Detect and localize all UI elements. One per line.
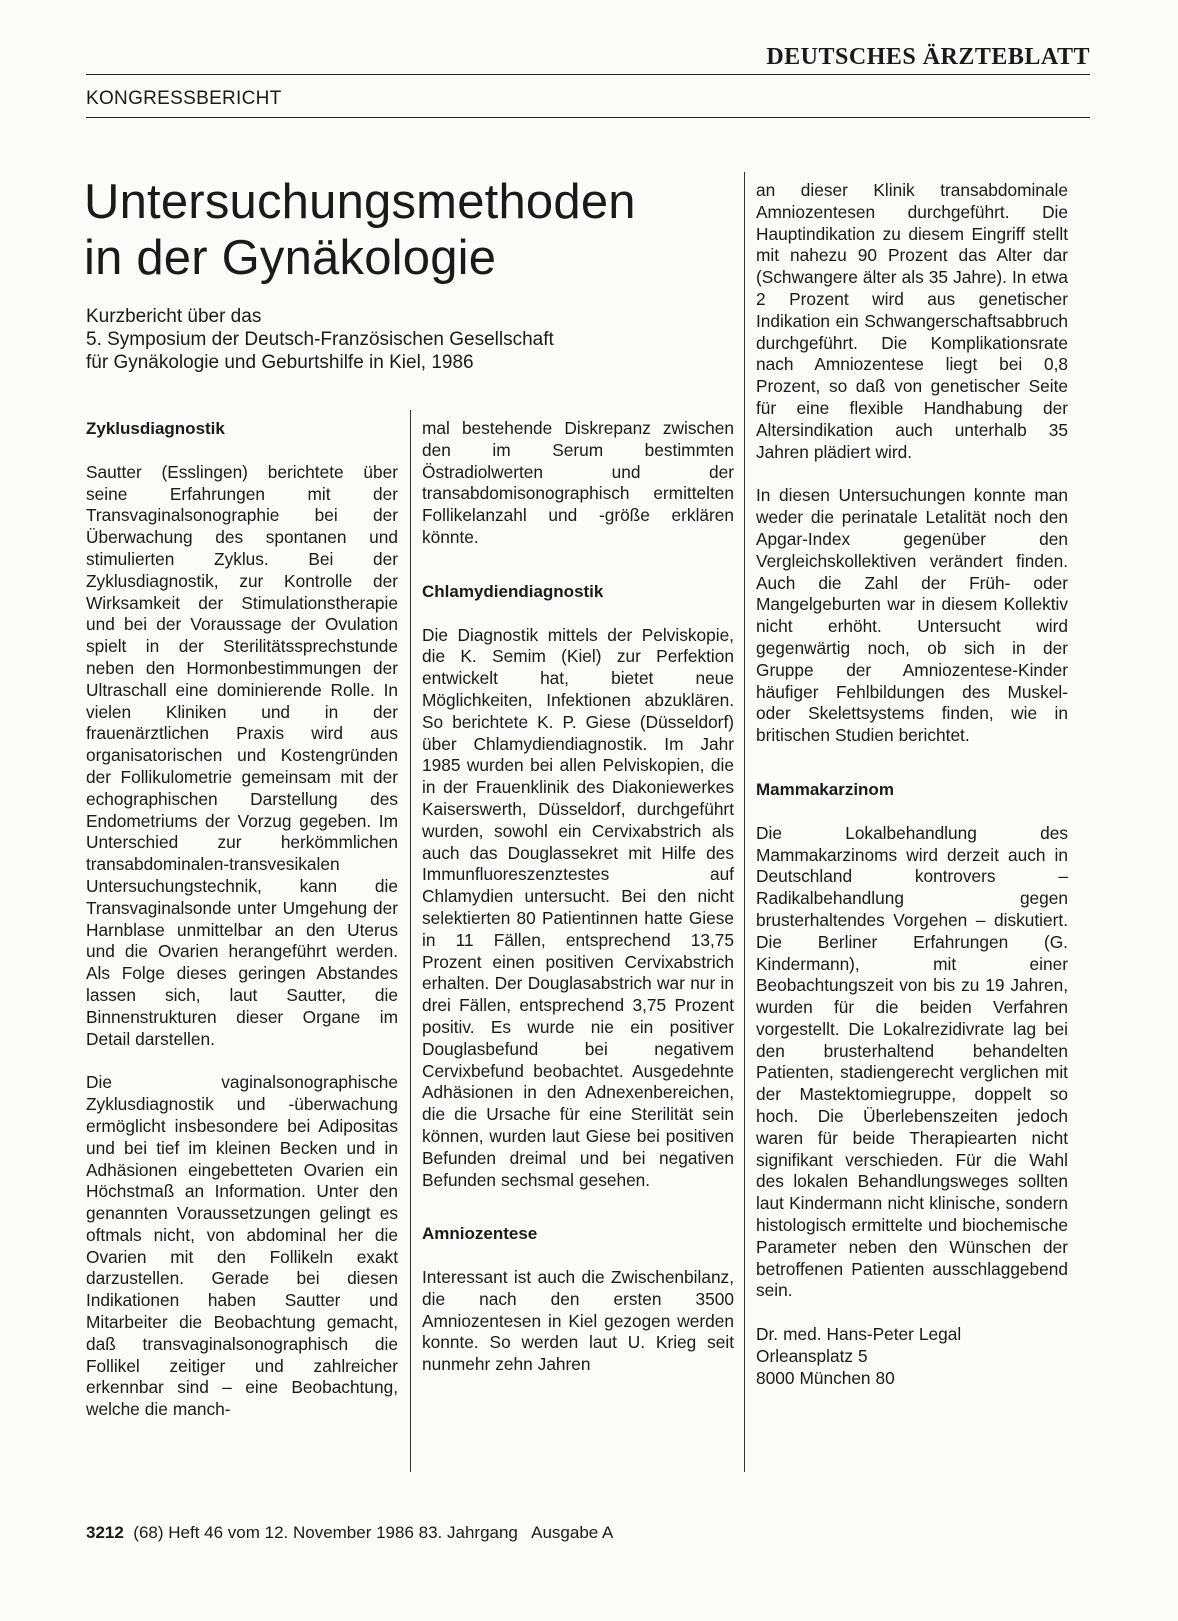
paragraph: Sautter (Esslingen) berichtete über seine Erfahrungen mit der Transvaginalsonographie bei der Überwachung des spontanen und stimulierten Zyklus. Bei der Zyklusdiagnostik, zur Kontrolle der Wirksamkeit der Stimulationstherapie und bei der Voraussage der Ovulation spielt in der Sterilitätssprechstunde neben den Hormonbestimmungen der Ultraschall eine dominierende Rolle. In vielen Kliniken und in der frauenärztlichen Praxis wird aus organisatorischen und Kostengründen der Follikulometrie gemeinsam mit der echographischen Darstellung des Endometriums der Vorzug gegeben. Im Unterschied zur herkömmlichen transabdominalen-transvesikalen Untersuchungstechnik, kann die Transvaginalsonde unter Umgehung der Harnblase unmittelbar an den Uterus und die Ovarien herangeführt werden. Als Folge dieses geringen Abstandes lassen sich, laut Sautter, die Binnenstrukturen dieser Organe im Detail darstellen. bbox=[86, 461, 398, 1049]
paragraph: Die Lokalbehandlung des Mammakarzinoms wird derzeit auch in Deutschland kontrovers – Radikalbehandlung gegen brusterhaltendes Vorgehen – diskutiert. Die Berliner Erfahrungen (G. Kindermann), mit einer Beobachtungszeit von bis zu 19 Jahren, wurden für die beiden Verfahren vorgestellt. Die Lokalrezidivrate lag bei den brusterhaltend behandelten Patienten, stadiengerecht verglichen mit der Mastektomiegruppe, doppelt so hoch. Die Überlebenszeiten jedoch waren für beide Therapiearten nicht signifikant verschieden. Für die Wahl des lokalen Behandlungsweges sollten laut Kindermann nicht klinische, sondern histologisch ermittelte und biochemische Parameter neben den Wünschen der betroffenen Patienten ausschlaggebend sein. bbox=[756, 822, 1068, 1301]
paragraph: Die vaginalsonographische Zyklusdiagnostik und -überwachung ermöglicht insbesondere bei Adipositas und bei tief im kleinen Becken und in Adhäsionen eingebetteten Ovarien ein Höchstmaß an Information. Unter den genannten Voraussetzungen gelingt es oftmals nicht, von abdominal her die Ovarien mit den Follikeln exakt darzustellen. Gerade bei diesen Indikationen haben Sautter und Mitarbeiter die Beobachtung gemacht, daß transvaginalsonographisch die Follikel zeitiger und zahlreicher erkennbar sind – eine Beobachtung, welche die manch- bbox=[86, 1072, 398, 1420]
section-heading-amniozentese: Amniozentese bbox=[422, 1224, 538, 1244]
edition-label: Ausgabe A bbox=[531, 1523, 614, 1542]
address-line: Orleansplatz 5 bbox=[756, 1346, 868, 1367]
issue-info: (68) Heft 46 vom 12. November 1986 83. Jahrgang bbox=[133, 1523, 518, 1542]
column-divider bbox=[744, 172, 745, 1472]
page-footer bbox=[86, 1523, 613, 1543]
paragraph: an dieser Klinik transabdominale Amniozentesen durchgeführt. Die Hauptindikation zu diesem Eingriff stellt mit nahezu 90 Prozent das Alter dar (Schwangere älter als 35 Jahre). In etwa 2 Prozent wird aus genetischer Indikation ein Schwangerschaftsabbruch durchgeführt. Die Komplikationsrate nach Amniozentese liegt bei 0,8 Prozent, so daß von genetischer Seite für eine flexible Handhabung der Altersindikation auch unterhalb 35 Jahren plädiert wird. bbox=[756, 180, 1068, 462]
masthead-rule bbox=[86, 74, 1090, 75]
section-label: KONGRESSBERICHT bbox=[86, 88, 282, 109]
paragraph: In diesen Untersuchungen konnte man weder die perinatale Letalität noch den Apgar-Index gegenüber den Vergleichskollektiven verändert finden. Auch die Zahl der Früh- oder Mangelgeburten war in diesem Kollektiv nicht erhöht. Untersucht wird gegenwärtig noch, ob sich in der Gruppe der Amniozentese-Kinder häufiger Fehlbildungen des Muskel- oder Skelettsystems finden, wie in britischen Studien berichtet. bbox=[756, 485, 1068, 746]
article-subtitle-line: für Gynäkologie und Geburtshilfe in Kiel, 1986 bbox=[86, 352, 474, 373]
text-column-middle bbox=[422, 418, 734, 1398]
section-heading-chlamydiendiagnostik: Chlamydiendiagnostik bbox=[422, 581, 604, 601]
article-subtitle bbox=[86, 305, 736, 374]
paragraph: mal bestehende Diskrepanz zwischen den im Serum bestimmten Östradiolwerten und der transabdomisonographisch ermittelten Follikelanzahl und -größe erklären könnte. bbox=[422, 418, 734, 547]
article-title-line: Untersuchungsmethoden bbox=[84, 175, 636, 229]
section-heading-zyklusdiagnostik: Zyklusdiagnostik bbox=[86, 419, 225, 438]
article-title bbox=[84, 174, 734, 286]
address-line: 8000 München 80 bbox=[756, 1367, 895, 1388]
page-number: 3212 bbox=[86, 1523, 124, 1542]
article-title-line: in der Gynäkologie bbox=[84, 231, 497, 285]
article-subtitle-line: 5. Symposium der Deutsch-Französischen Gesellschaft bbox=[86, 329, 554, 350]
masthead: DEUTSCHES ÄRZTEBLATT bbox=[766, 44, 1090, 70]
text-column-right bbox=[756, 180, 1068, 1390]
article-subtitle-line: Kurzbericht über das bbox=[86, 306, 262, 327]
text-column-left bbox=[86, 418, 398, 1443]
section-heading-mammakarzinom: Mammakarzinom bbox=[756, 779, 894, 799]
section-rule bbox=[86, 117, 1090, 118]
paragraph: Interessant ist auch die Zwischenbilanz, die nach den ersten 3500 Amniozentesen in Kiel gezogen werden konnte. So werden laut U. Krieg seit nunmehr zehn Jahren bbox=[422, 1267, 734, 1375]
address-line: Dr. med. Hans-Peter Legal bbox=[756, 1324, 962, 1345]
column-divider bbox=[410, 410, 411, 1472]
author-address bbox=[756, 1324, 1068, 1389]
paragraph: Die Diagnostik mittels der Pelviskopie, die K. Semim (Kiel) zur Perfektion entwickelt hat, bietet neue Möglichkeiten, Infektionen abzuklären. So berichtete K. P. Giese (Düsseldorf) über Chlamydiendiagnostik. Im Jahr 1985 wurden bei allen Pelviskopien, die in der Frauenklinik des Diakoniewerkes Kaiserswerth, Düsseldorf, durchgeführt wurden, sowohl ein Cervixabstrich als auch das Douglassekret mit Hilfe des Immunfluoreszenztestes auf Chlamydien untersucht. Bei den nicht selektierten 80 Patientinnen hatte Giese in 11 Fällen, entsprechend 13,75 Prozent einen positiven Cervixabstrich erhalten. Der Douglasabstrich war nur in drei Fällen, entsprechend 3,75 Prozent positiv. Es wurde nie ein positiver Douglasbefund bei negativem Cervixbefund beobachtet. Ausgedehnte Adhäsionen in den Adnexenbereichen, die die Ursache für eine Sterilität sein können, wurden laut Giese bei positiven Befunden dreimal und bei negativen Befunden sechsmal gesehen. bbox=[422, 624, 734, 1190]
